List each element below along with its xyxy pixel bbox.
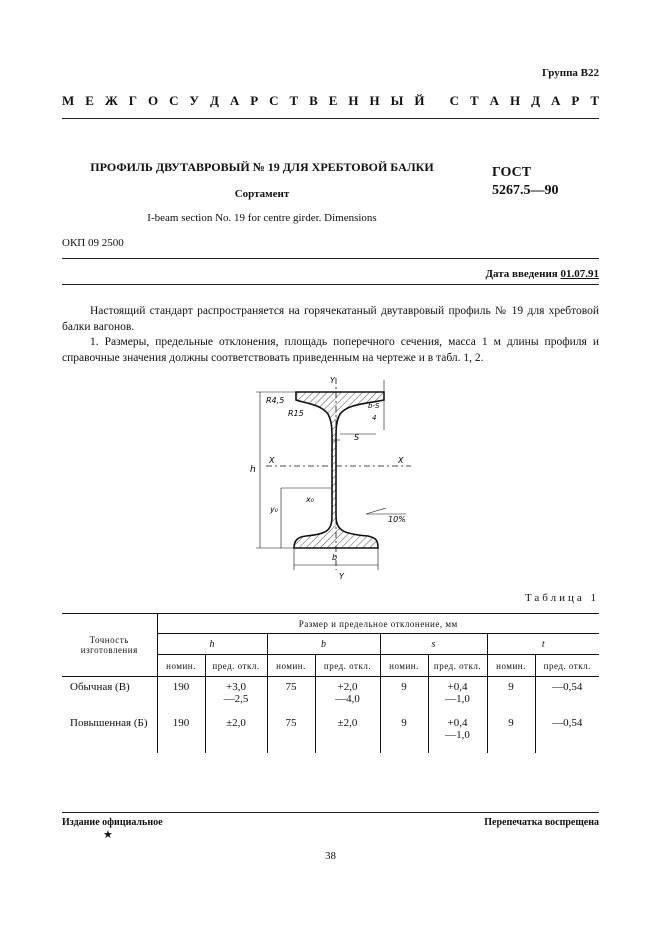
label-y0: y₀ xyxy=(270,505,278,514)
banner-letter xyxy=(435,93,438,109)
table-caption: Таблица 1 xyxy=(524,592,599,604)
ibeam-section xyxy=(294,392,384,548)
paragraph-requirements: 1. Размеры, предельные отклонения, площадь поперечного сечения, масса 1 м длины профиля и справочные значения должны соответствовать приведенным на чертеже и в табл. 1, 2. xyxy=(62,336,599,364)
header-accuracy: Точность изготовления xyxy=(62,614,157,677)
english-title: I-beam section No. 19 for centre girder. Dimensions xyxy=(147,212,377,224)
subheader-dev: пред. откл. xyxy=(315,655,380,677)
subheader-dev: пред. откл. xyxy=(543,660,591,671)
label-y-bottom: Y xyxy=(339,572,344,581)
paragraph-scope: Настоящий стандарт распространяется на горячекатаный двутавровый профиль № 19 для хребтовой балки вагонов. xyxy=(62,305,599,333)
banner-letter: М xyxy=(62,93,75,108)
star-icon: ★ xyxy=(103,829,113,841)
subheader-dev: пред. откл. xyxy=(428,655,487,677)
reprint-prohibited-label: Перепечатка воспрещена xyxy=(484,817,599,828)
standard-banner xyxy=(62,93,599,109)
gost-label: ГОСТ xyxy=(492,165,532,180)
date-rule xyxy=(62,284,599,285)
banner-letter: Е xyxy=(328,93,338,108)
header-s: s xyxy=(380,634,487,655)
cell: 9 xyxy=(380,677,428,713)
banner-letter: А xyxy=(489,93,500,108)
cell-line: +3,0 xyxy=(226,681,246,693)
cell: 190 xyxy=(157,713,205,753)
table-row xyxy=(62,713,599,753)
title-rule xyxy=(62,258,599,259)
okp-code: ОКП 09 2500 xyxy=(62,237,124,249)
cell: 190 xyxy=(157,677,205,713)
gost-code: 5267.5—90 xyxy=(492,183,559,198)
label-s: S xyxy=(354,433,360,442)
cell xyxy=(535,713,599,753)
label-x-left: X xyxy=(269,456,275,465)
banner-letter: Р xyxy=(571,93,580,108)
cell-line: +0,4 xyxy=(447,681,468,693)
banner-letter: Д xyxy=(209,93,219,108)
header-h: h xyxy=(157,634,267,655)
label-x0: x₀ xyxy=(306,495,314,504)
banner-letter: Й xyxy=(414,93,425,108)
banner-letter: С xyxy=(169,93,179,108)
group-code: Группа В22 xyxy=(541,67,599,79)
header-t: t xyxy=(487,634,599,655)
date-label: Дата введения xyxy=(485,268,558,280)
label-x-right: X xyxy=(398,456,404,465)
header-dimensions: Размер и предельное отклонение, мм xyxy=(157,614,599,634)
banner-letter: А xyxy=(229,93,240,108)
table-row xyxy=(62,677,599,713)
cell-line: —0,54 xyxy=(552,716,583,729)
cell-line: —1,0 xyxy=(445,728,470,741)
banner-letter: Г xyxy=(128,93,137,108)
subheader-nom: номин. xyxy=(487,655,535,677)
cell xyxy=(315,713,380,753)
cell: 75 xyxy=(267,713,315,753)
cell-line: +2,0 xyxy=(337,681,358,693)
cell xyxy=(205,677,267,713)
cell xyxy=(315,677,380,713)
banner-letter: У xyxy=(189,93,199,108)
cell-line: ±2,0 xyxy=(226,716,246,729)
cell-line: —2,5 xyxy=(223,693,249,705)
banner-letter: В xyxy=(309,93,318,108)
document-subtitle: Сортамент xyxy=(234,188,290,200)
cell-line: —0,54 xyxy=(552,681,583,693)
cell: 9 xyxy=(487,677,535,713)
cell-line: ±2,0 xyxy=(337,716,358,729)
cell xyxy=(428,677,487,713)
official-edition-label: Издание официальное xyxy=(62,817,163,828)
subheader-nom: номин. xyxy=(380,655,428,677)
banner-letter: С xyxy=(269,93,279,108)
banner-letter: С xyxy=(449,93,460,108)
document-title: ПРОФИЛЬ ДВУТАВРОВЫЙ № 19 ДЛЯ ХРЕБТОВОЙ БАЛКИ xyxy=(90,160,434,174)
banner-letter: Т xyxy=(289,93,299,108)
banner-letter: Е xyxy=(85,93,94,108)
footer-rule xyxy=(62,812,599,813)
label-b: b xyxy=(332,553,338,562)
banner-letter: Р xyxy=(250,93,259,108)
page-number: 38 xyxy=(325,850,336,862)
dimensions-table xyxy=(62,613,599,753)
banner-letter: А xyxy=(551,93,561,108)
cell: 9 xyxy=(487,713,535,753)
banner-letter: Н xyxy=(369,93,380,108)
banner-letter: Т xyxy=(590,93,599,108)
cell xyxy=(205,713,267,753)
banner-letter: Т xyxy=(470,93,479,108)
header-b: b xyxy=(267,634,380,655)
label-h: h xyxy=(250,465,256,475)
date-value: 01.07.91 xyxy=(560,268,599,280)
subheader-nom: номин. xyxy=(267,655,315,677)
label-r15: R15 xyxy=(288,409,304,418)
label-b-s: b-S xyxy=(368,402,380,410)
subheader-dev: пред. откл. xyxy=(205,655,267,677)
subheader-nom: номин. xyxy=(157,655,205,677)
cell xyxy=(428,713,487,753)
cell-line: +0,4 xyxy=(447,716,468,729)
cell: 75 xyxy=(267,677,315,713)
header-rule xyxy=(62,118,599,119)
label-slope: 10% xyxy=(388,515,406,524)
row-name: Обычная (В) xyxy=(62,677,157,713)
label-r45: R4,5 xyxy=(266,396,285,405)
banner-letter: Ж xyxy=(104,93,118,108)
banner-letter: Д xyxy=(531,93,541,108)
label-y-top: Y xyxy=(330,376,335,385)
label-four: 4 xyxy=(372,414,377,422)
banner-letter: О xyxy=(147,93,159,108)
cell-line: —4,0 xyxy=(335,693,360,705)
gost-number xyxy=(492,164,559,200)
banner-letter: Н xyxy=(510,93,521,108)
row-name: Повышенная (Б) xyxy=(62,713,157,753)
cell: 9 xyxy=(380,713,428,753)
effective-date xyxy=(485,268,599,280)
banner-letter: Ы xyxy=(390,93,404,108)
cell-line: —1,0 xyxy=(445,693,470,705)
banner-letter: Н xyxy=(348,93,359,108)
ibeam-drawing xyxy=(236,370,436,584)
cell xyxy=(535,677,599,713)
